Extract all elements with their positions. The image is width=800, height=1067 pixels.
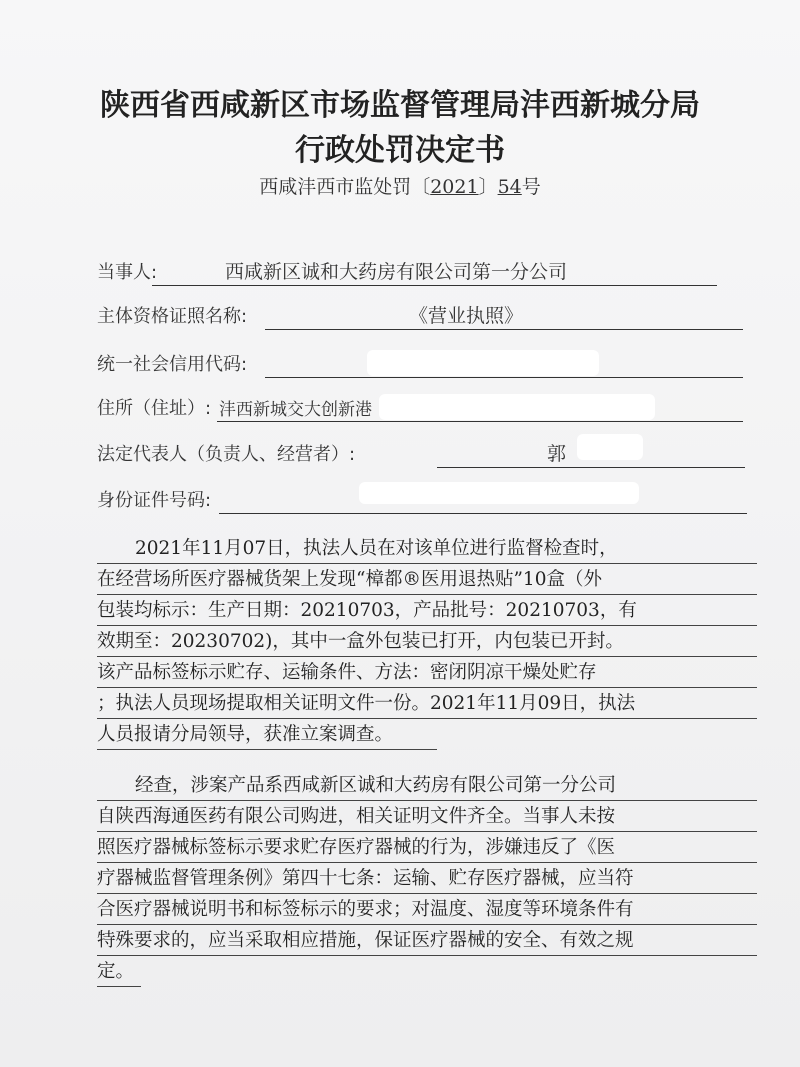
address-value: 沣西新城交大创新港	[219, 400, 372, 420]
paragraph-investigation	[97, 770, 757, 987]
paragraph-line: 人员报请分局领导，获准立案调查。	[97, 719, 437, 750]
paragraph-line: 该产品标签标示贮存、运输条件、方法：密闭阴凉干燥处贮存	[97, 657, 757, 688]
party-underline	[152, 285, 717, 286]
paragraph-line: ；执法人员现场提取相关证明文件一份。2021年11月09日，执法	[97, 688, 757, 719]
doc-number-prefix: 西咸沣西市监处罚〔	[259, 176, 431, 198]
field-party	[97, 258, 737, 288]
doc-number-num: 54	[497, 176, 522, 198]
license-value: 《营业执照》	[409, 305, 524, 327]
field-id-number	[97, 486, 757, 516]
id-underline	[219, 513, 747, 514]
paragraph-line: 照医疗器械标签标示要求贮存医疗器械的行为，涉嫌违反了《医	[97, 832, 757, 863]
address-label: 住所（住址）:	[97, 398, 212, 419]
doc-type-title: 行政处罚决定书	[295, 133, 505, 168]
field-address	[97, 394, 757, 424]
party-label: 当事人:	[97, 262, 158, 283]
field-credit-code	[97, 350, 757, 380]
paragraph-line: 定。	[97, 956, 141, 987]
party-value: 西咸新区诚和大药房有限公司第一分公司	[225, 261, 568, 283]
paragraph-findings	[97, 533, 757, 750]
rep-label: 法定代表人（负责人、经营者）:	[97, 444, 356, 465]
redaction-box	[577, 434, 643, 460]
id-label: 身份证件号码:	[97, 490, 212, 511]
paragraph-line: 2021年11月07日，执法人员在对该单位进行监督检查时，	[97, 533, 757, 564]
doc-number-suffix: 号	[521, 176, 541, 198]
paragraph-line: 自陕西海通医药有限公司购进，相关证明文件齐全。当事人未按	[97, 801, 757, 832]
paragraph-line: 在经营场所医疗器械货架上发现“樟都®医用退热贴”10盒（外	[97, 564, 757, 595]
paragraph-line: 疗器械监督管理条例》第四十七条：运输、贮存医疗器械，应当符	[97, 863, 757, 894]
field-representative	[97, 440, 757, 470]
redaction-box	[359, 482, 639, 504]
field-license	[97, 302, 757, 332]
license-label: 主体资格证照名称:	[97, 306, 248, 327]
rep-underline	[437, 467, 745, 468]
doc-number-year: 2021	[430, 176, 479, 198]
document-number	[0, 172, 800, 199]
redaction-box	[367, 350, 599, 376]
paragraph-line: 包装均标示：生产日期：20210703，产品批号：20210703，有	[97, 595, 757, 626]
doc-number-mid: 〕	[478, 176, 498, 198]
license-underline	[265, 329, 743, 330]
address-underline	[217, 421, 743, 422]
paragraph-line: 效期至：20230702)，其中一盒外包装已打开，内包装已开封。	[97, 626, 757, 657]
paragraph-line: 特殊要求的，应当采取相应措施，保证医疗器械的安全、有效之规	[97, 925, 757, 956]
rep-value: 郭	[547, 443, 567, 465]
credit-label: 统一社会信用代码:	[97, 354, 248, 375]
org-title: 陕西省西咸新区市场监督管理局沣西新城分局	[100, 88, 700, 123]
paragraph-line: 合医疗器械说明书和标签标示的要求；对温度、湿度等环境条件有	[97, 894, 757, 925]
paragraph-line: 经查，涉案产品系西咸新区诚和大药房有限公司第一分公司	[97, 770, 757, 801]
redaction-box	[379, 394, 655, 420]
credit-underline	[265, 377, 743, 378]
